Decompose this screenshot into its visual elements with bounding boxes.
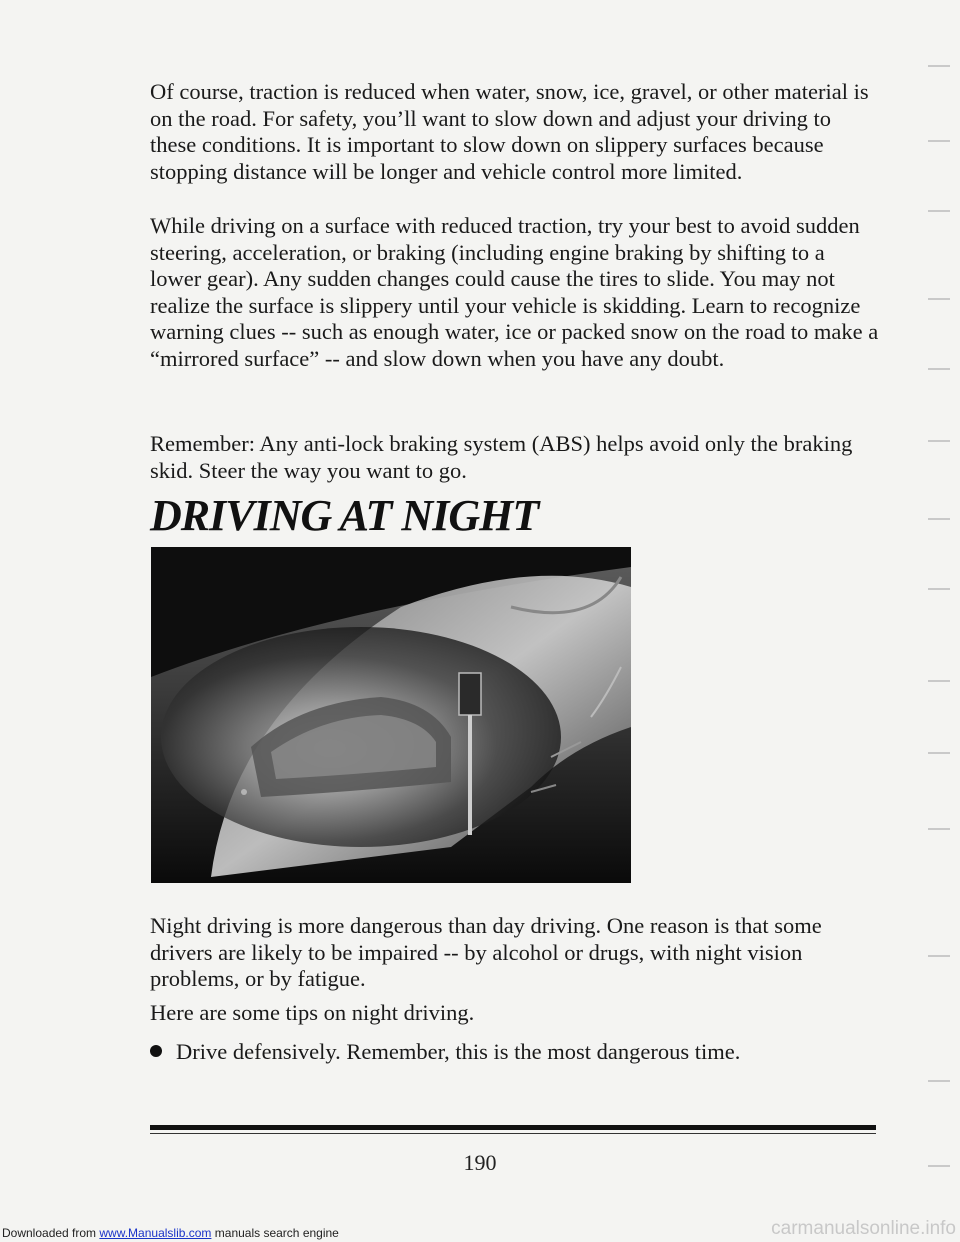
paragraph-abs-reminder: Remember: Any anti-lock braking system (ABS) helps avoid only the braking skid. Steer the way you want to go. <box>150 431 853 483</box>
paragraph-tips-intro: Here are some tips on night driving. <box>150 1000 475 1025</box>
edge-mark <box>928 298 950 300</box>
paragraph-traction: Of course, traction is reduced when water, snow, ice, gravel, or other material is on the road. For safety, you’ll want to slow down and adjust your driving to these conditions. It is important to slow down on slippery surfaces because stopping distance will be longer and vehicle control more limited. <box>150 79 869 184</box>
paragraph-night-danger: Night driving is more dangerous than day driving. One reason is that some drivers are likely to be impaired -- by alcohol or drugs, with night vision problems, or by fatigue. <box>150 913 822 992</box>
edge-mark <box>928 210 950 212</box>
edge-mark <box>928 140 950 142</box>
edge-mark <box>928 65 950 67</box>
bullet-item <box>150 1039 880 1066</box>
edge-mark <box>928 368 950 370</box>
footer-rule-thick <box>150 1125 876 1130</box>
edge-mark <box>928 828 950 830</box>
footer-prefix: Downloaded from <box>2 1226 100 1240</box>
edge-mark <box>928 1080 950 1082</box>
edge-mark <box>928 440 950 442</box>
edge-mark <box>928 680 950 682</box>
page-number: 190 <box>463 1150 497 1175</box>
paragraph-reduced-traction: While driving on a surface with reduced traction, try your best to avoid sudden steering, acceleration, or braking (including engine braking by shifting to a lower gear). Any sudden changes could cause the tires to slide. You may not realize the surface is slippery until your vehicle is skidding. Learn to recognize warning clues -- such as enough water, ice or packed snow on the road to make a “mirrored surface” -- and slow down when you have any doubt. <box>150 213 879 371</box>
night-driving-photo <box>151 547 631 883</box>
edge-mark <box>928 588 950 590</box>
bullet-text: Drive defensively. Remember, this is the most dangerous time. <box>176 1039 741 1064</box>
edge-mark <box>928 955 950 957</box>
edge-mark <box>928 752 950 754</box>
footer-rule-thin <box>150 1133 876 1134</box>
bullet-icon <box>150 1045 162 1057</box>
section-heading: DRIVING AT NIGHT <box>150 491 539 540</box>
watermark: carmanualsonline.info <box>771 1218 956 1239</box>
footer-suffix: manuals search engine <box>211 1226 339 1240</box>
download-footer <box>2 1226 339 1240</box>
manualslib-link[interactable]: www.Manualslib.com <box>99 1226 212 1240</box>
edge-mark <box>928 1165 950 1167</box>
edge-mark <box>928 518 950 520</box>
